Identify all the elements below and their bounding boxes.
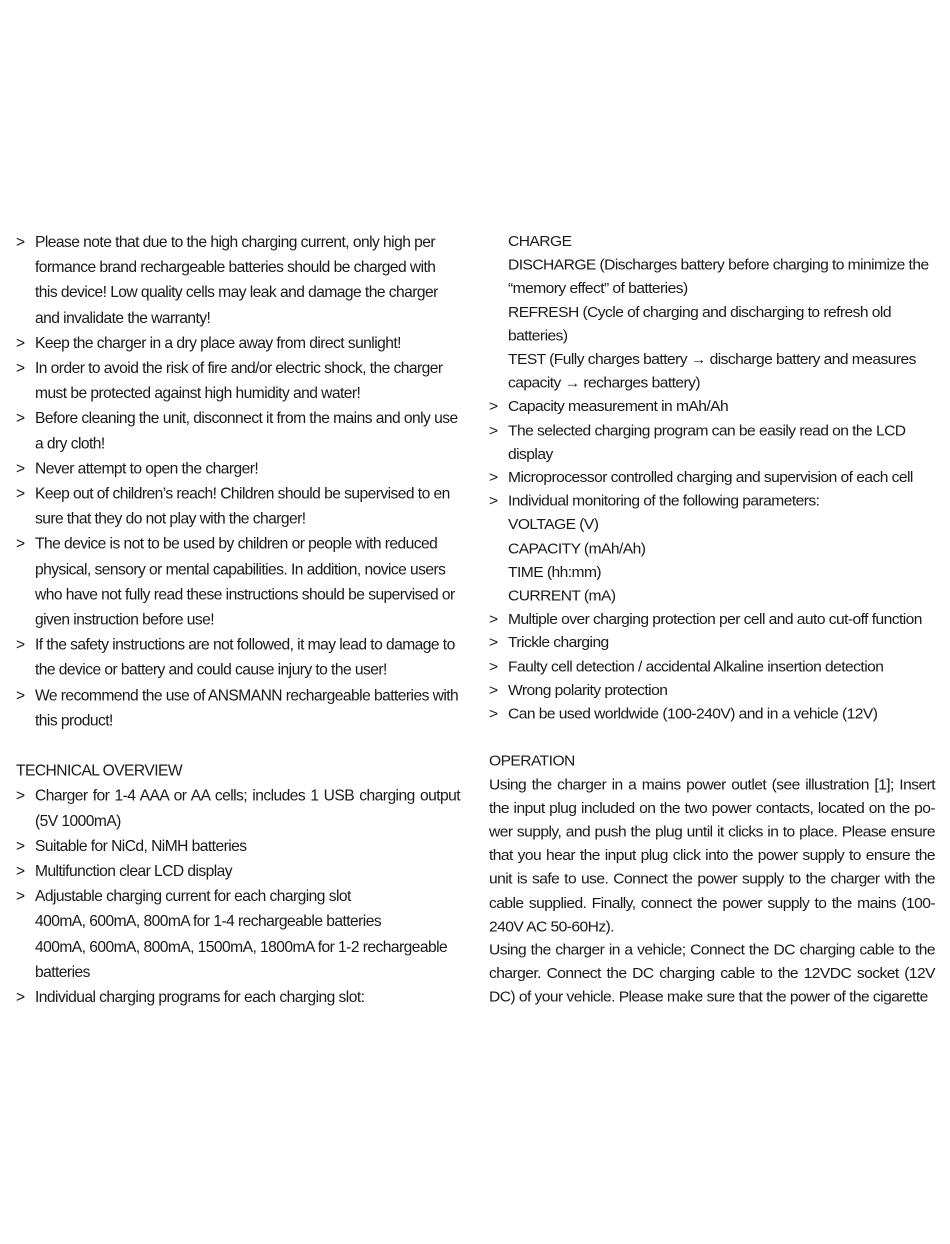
tech-sub-item: 400mA, 600mA, 800mA for 1-4 rechargeable batteries [35, 913, 382, 931]
left-column [16, 230, 460, 1010]
program-item: REFRESH (Cycle of charging and discharging to refresh old batteries) [508, 304, 891, 345]
right-column [489, 230, 935, 1010]
manual-page [16, 230, 934, 1010]
spacer [489, 726, 935, 750]
tech-bullet: > Suitable for NiCd, NiMH batteries [16, 834, 460, 859]
operation-paragraph: Using the charger in a vehicle; Connect the DC charging cable to the charger. Connect the DC charging cable to the 12VDC socket (12V DC) of your vehicle. Please make sure that the power of the cigarette [489, 942, 935, 1006]
feature-bullet: > Can be used worldwide (100-240V) and in a vehicle (12V) [489, 703, 935, 727]
technical-overview-heading: TECHNICAL OVERVIEW [16, 762, 182, 780]
tech-bullet: > Charger for 1-4 AAA or AA cells; includes 1 USB charging output (5V 1000mA) [16, 784, 460, 834]
parameter-item: TIME (hh:mm) [508, 564, 602, 581]
tech-bullet: > Multifunction clear LCD display [16, 859, 460, 884]
spacer [16, 733, 460, 758]
feature-bullet: > Individual monitoring of the following parameters: [489, 490, 935, 514]
feature-bullet: > Capacity measurement in mAh/Ah [489, 395, 935, 419]
feature-bullet: > The selected charging program can be easily read on the LCD display [489, 419, 935, 466]
safety-bullet: > In order to avoid the risk of fire and/or electric shock, the charger must be protected against high humidity and water! [16, 356, 460, 406]
feature-bullet: > Wrong polarity protection [489, 679, 935, 703]
safety-bullet: > Please note that due to the high charging current, only high per formance brand rechargeable batteries should be charged with this device! Low quality cells may leak and damage the charger and invalidate the warranty! [16, 230, 460, 331]
parameter-item: CAPACITY (mAh/Ah) [508, 540, 646, 557]
feature-bullet: > Microprocessor controlled charging and supervision of each cell [489, 466, 935, 490]
safety-bullet: > If the safety instructions are not followed, it may lead to damage to the device or battery and could cause injury to the user! [16, 633, 460, 683]
tech-sub-item: 400mA, 600mA, 800mA, 1500mA, 1800mA for 1-2 rechargeable batteries [35, 938, 448, 981]
feature-bullet: > Trickle charging [489, 632, 935, 656]
feature-bullet: > Multiple over charging protection per cell and auto cut-off function [489, 608, 935, 632]
safety-bullet: > Keep out of children’s reach! Children should be supervised to en sure that they do not play with the charger! [16, 482, 460, 532]
safety-list [16, 230, 460, 733]
parameter-item: VOLTAGE (V) [508, 517, 599, 534]
program-item: TEST (Fully charges battery → discharge battery and measures capacity → recharges battery) [508, 351, 916, 392]
safety-bullet: > Never attempt to open the charger! [16, 457, 460, 482]
operation-paragraph: Using the charger in a mains power outlet (see illustration [1]; Insert the input plug included on the two power contacts, located on the po- wer supply, and push the plug until it clicks in to place. Please ensure that you hear the input plug click into the power supply to ensure the unit is safe to use. Connect the power supply to the charger with the cable supplied. Finally, connect the power supply to the mains (100-240V AC 50-60Hz). [489, 777, 935, 935]
safety-bullet: > Before cleaning the unit, disconnect it from the mains and only use a dry cloth! [16, 406, 460, 456]
tech-bullet: > Adjustable charging current for each charging slot [16, 884, 460, 909]
program-item: CHARGE [508, 233, 572, 250]
feature-list [489, 395, 935, 726]
tech-bullet: > Individual charging programs for each charging slot: [16, 985, 460, 1010]
operation-heading: OPERATION [489, 753, 575, 770]
program-list [489, 230, 935, 395]
program-item: DISCHARGE (Discharges battery before charging to minimize the “memory effect” of batteries) [508, 257, 929, 297]
technical-list [16, 784, 460, 1011]
safety-bullet: > Keep the charger in a dry place away from direct sunlight! [16, 331, 460, 356]
safety-bullet: > We recommend the use of ANSMANN rechargeable batteries with this product! [16, 683, 460, 733]
feature-bullet: > Faulty cell detection / accidental Alkaline insertion detection [489, 655, 935, 679]
safety-bullet: > The device is not to be used by children or people with reduced physical, sensory or mental capabilities. In addition, novice users who have not fully read these instructions should be supervised or given instruction before use! [16, 532, 460, 633]
parameter-item: CURRENT (mA) [508, 588, 616, 605]
